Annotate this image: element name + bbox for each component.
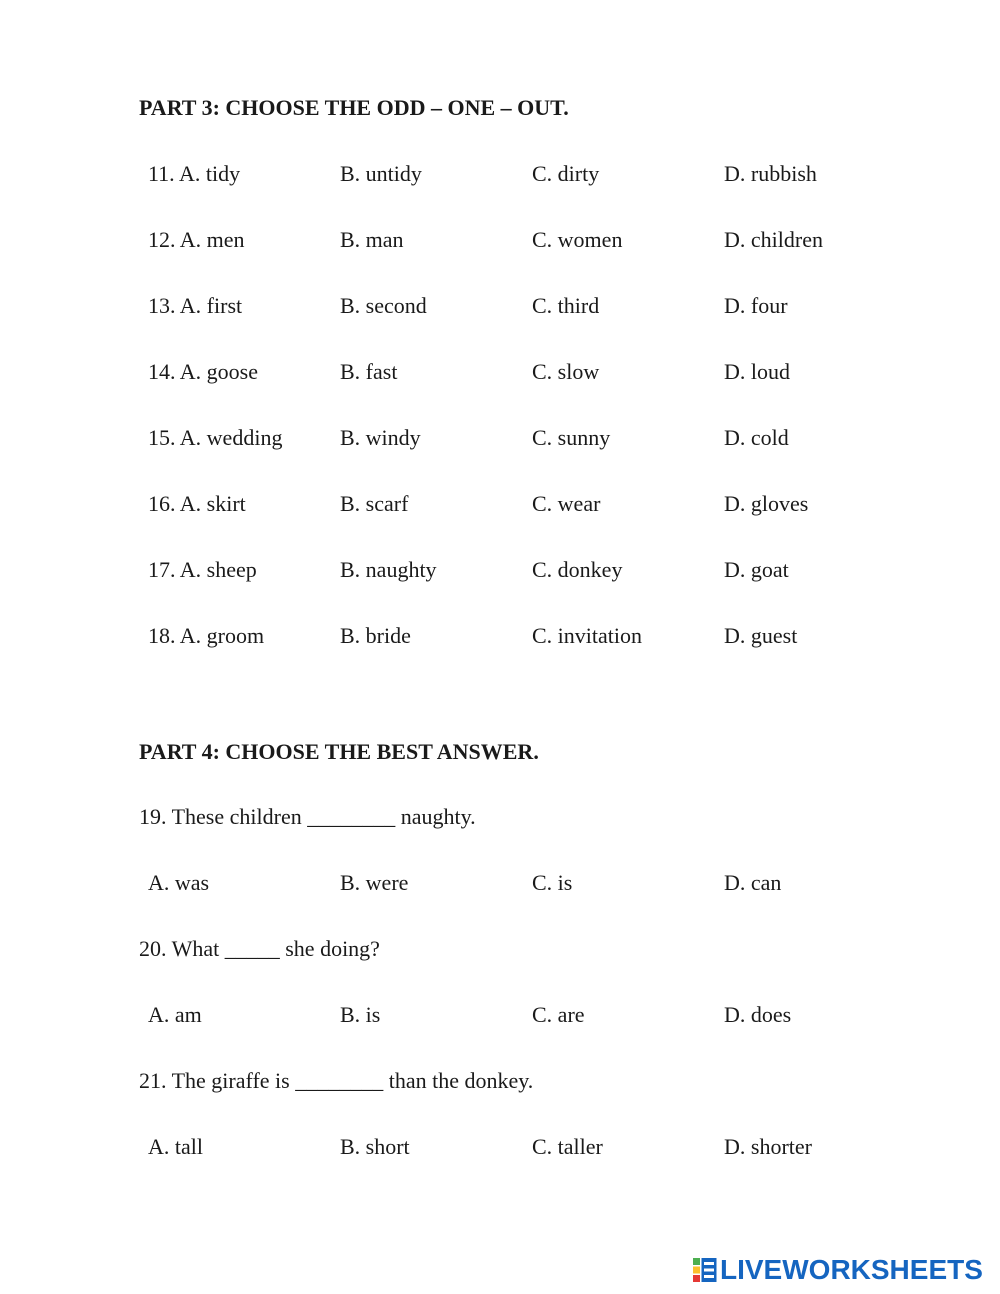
option-d[interactable]: D. gloves [724, 491, 809, 516]
option-c[interactable]: C. slow [532, 359, 600, 384]
odd-one-out-row-15 [0, 423, 1000, 453]
option-b[interactable]: B. second [340, 293, 427, 318]
liveworksheets-logo-icon [692, 1257, 718, 1283]
question-19: 19. These children ________ naughty. [139, 804, 476, 829]
option-a[interactable]: A. was [148, 870, 210, 895]
option-d[interactable]: D. children [724, 227, 823, 252]
odd-one-out-row-16 [0, 489, 1000, 519]
option-d[interactable]: D. shorter [724, 1134, 812, 1159]
option-a[interactable]: A. am [148, 1002, 202, 1027]
option-a[interactable]: 16. A. skirt [148, 491, 246, 516]
option-d[interactable]: D. four [724, 293, 788, 318]
option-d[interactable]: D. cold [724, 425, 789, 450]
odd-one-out-row-18 [0, 621, 1000, 651]
option-c[interactable]: C. donkey [532, 557, 623, 582]
answer-row-21 [0, 1132, 1000, 1162]
option-b[interactable]: B. windy [340, 425, 421, 450]
part4-heading: PART 4: CHOOSE THE BEST ANSWER. [139, 739, 539, 764]
option-b[interactable]: B. scarf [340, 491, 409, 516]
option-b[interactable]: B. bride [340, 623, 411, 648]
odd-one-out-row-17 [0, 555, 1000, 585]
liveworksheets-logo[interactable] [692, 1255, 983, 1285]
option-c[interactable]: C. women [532, 227, 623, 252]
option-c[interactable]: C. third [532, 293, 600, 318]
odd-one-out-row-11 [0, 159, 1000, 189]
option-a[interactable]: 14. A. goose [148, 359, 258, 384]
option-d[interactable]: D. goat [724, 557, 789, 582]
option-b[interactable]: B. man [340, 227, 404, 252]
option-b[interactable]: B. is [340, 1002, 381, 1027]
option-c[interactable]: C. wear [532, 491, 601, 516]
odd-one-out-row-12 [0, 225, 1000, 255]
option-a[interactable]: A. tall [148, 1134, 203, 1159]
option-c[interactable]: C. dirty [532, 161, 600, 186]
odd-one-out-row-14 [0, 357, 1000, 387]
option-c[interactable]: C. sunny [532, 425, 611, 450]
option-a[interactable]: 12. A. men [148, 227, 245, 252]
option-c[interactable]: C. invitation [532, 623, 642, 648]
option-a[interactable]: 18. A. groom [148, 623, 265, 648]
question-21: 21. The giraffe is ________ than the donkey. [139, 1068, 534, 1093]
part3-heading: PART 3: CHOOSE THE ODD – ONE – OUT. [139, 95, 569, 120]
answer-row-19 [0, 868, 1000, 898]
option-b[interactable]: B. were [340, 870, 409, 895]
odd-one-out-row-13 [0, 291, 1000, 321]
answer-row-20 [0, 1000, 1000, 1030]
option-d[interactable]: D. can [724, 870, 782, 895]
option-c[interactable]: C. are [532, 1002, 585, 1027]
option-c[interactable]: C. taller [532, 1134, 603, 1159]
option-d[interactable]: D. guest [724, 623, 798, 648]
option-b[interactable]: B. fast [340, 359, 398, 384]
option-d[interactable]: D. loud [724, 359, 790, 384]
option-b[interactable]: B. short [340, 1134, 410, 1159]
option-d[interactable]: D. does [724, 1002, 792, 1027]
option-a[interactable]: 11. A. tidy [148, 161, 241, 186]
option-d[interactable]: D. rubbish [724, 161, 817, 186]
liveworksheets-logo-text: LIVEWORKSHEETS [720, 1254, 983, 1285]
option-b[interactable]: B. naughty [340, 557, 437, 582]
option-a[interactable]: 17. A. sheep [148, 557, 257, 582]
option-b[interactable]: B. untidy [340, 161, 422, 186]
option-c[interactable]: C. is [532, 870, 573, 895]
option-a[interactable]: 13. A. first [148, 293, 243, 318]
question-20: 20. What _____ she doing? [139, 936, 380, 961]
option-a[interactable]: 15. A. wedding [148, 425, 283, 450]
